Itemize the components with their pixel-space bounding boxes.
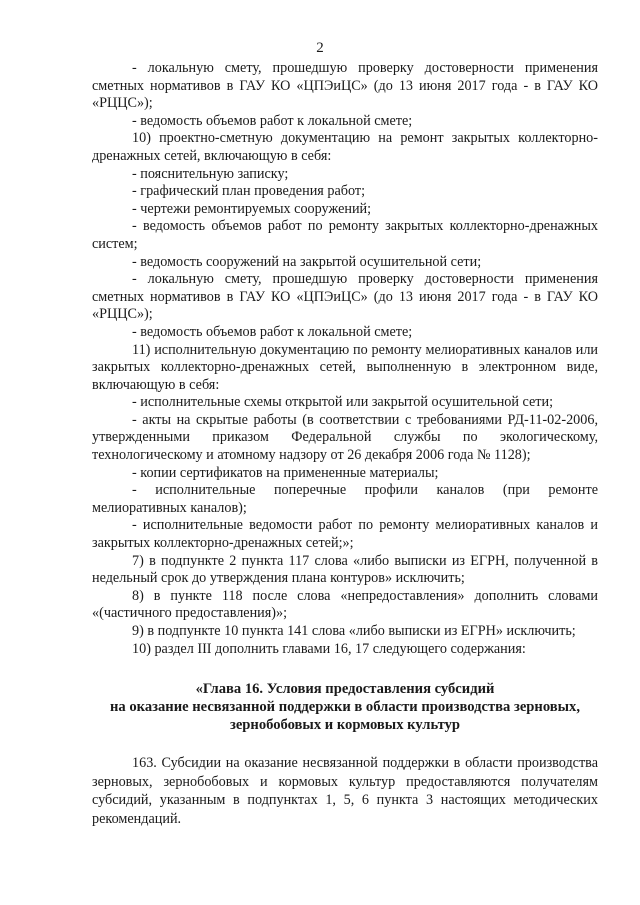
paragraph: 11) исполнительную документацию по ремонту мелиоративных каналов или закрытых коллекторно-дренажных сетей, выполненную в электронном виде, включающую в себя:: [92, 341, 598, 393]
paragraph: - исполнительные поперечные профили каналов (при ремонте мелиоративных каналов);: [92, 482, 598, 516]
paragraph: - ведомость объемов работ к локальной смете;: [132, 323, 413, 340]
chapter-heading-line: «Глава 16. Условия предоставления субсидий: [195, 681, 495, 698]
paragraph: - акты на скрытые работы (в соответствии с требованиями РД-11-02-2006, утвержденными приказом Федеральной службы по экологическому, технологическому и атомному надзору от 26 декабря 2006 года № 1128);: [92, 411, 598, 464]
chapter-heading-line: на оказание несвязанной поддержки в области производства зерновых,: [110, 699, 580, 716]
paragraph: - исполнительные схемы открытой или закрытой осушительной сети;: [132, 394, 554, 411]
paragraph: 10) проектно-сметную документацию на ремонт закрытых коллекторно-дренажных сетей, включающую в себя:: [92, 130, 598, 164]
document-body: [92, 60, 598, 828]
paragraph: - чертежи ремонтируемых сооружений;: [132, 200, 372, 217]
paragraph: - пояснительную записку;: [132, 165, 289, 182]
paragraph: 10) раздел III дополнить главами 16, 17 следующего содержания:: [132, 640, 526, 657]
chapter-heading-line: зернобобовых и кормовых культур: [229, 717, 461, 734]
paragraph: 9) в подпункте 10 пункта 141 слова «либо выписки из ЕГРН» исключить;: [132, 623, 576, 639]
page-number: 2: [316, 40, 324, 56]
paragraph: 7) в подпункте 2 пункта 117 слова «либо выписки из ЕГРН, полученной в недельный срок до утверждения плана контуров» исключить;: [92, 552, 598, 587]
paragraph: - ведомость объемов работ по ремонту закрытых коллекторно-дренажных систем;: [92, 218, 598, 252]
paragraph: - графический план проведения работ;: [132, 183, 366, 200]
paragraph: - ведомость объемов работ к локальной смете;: [132, 112, 413, 129]
paragraph: - исполнительные ведомости работ по ремонту мелиоративных каналов и закрытых коллекторно-дренажных сетей;»;: [92, 517, 598, 552]
paragraph: - ведомость сооружений на закрытой осушительной сети;: [132, 253, 482, 270]
paragraph: - локальную смету, прошедшую проверку достоверности применения сметных нормативов в ГАУ КО «ЦПЭиЦС» (до 13 июня 2017 года - в ГАУ КО «РЦЦС»);: [92, 271, 598, 323]
paragraph: - локальную смету, прошедшую проверку достоверности применения сметных нормативов в ГАУ КО «ЦПЭиЦС» (до 13 июня 2017 года - в ГАУ КО «РЦЦС»);: [92, 60, 598, 112]
paragraph: 8) в пункте 118 после слова «непредоставления» дополнить словами «(частичного предоставления)»;: [92, 587, 598, 622]
paragraph: - копии сертификатов на примененные материалы;: [132, 464, 439, 481]
chapter-heading: [92, 680, 598, 734]
paragraph-163: 163. Субсидии на оказание несвязанной поддержки в области производства зерновых, зернобобовых и кормовых культур предоставляются получателям субсидий, указанным в подпунктах 1, 5, 6 пункта 3 настоящих методических рекомендаций.: [92, 755, 598, 827]
